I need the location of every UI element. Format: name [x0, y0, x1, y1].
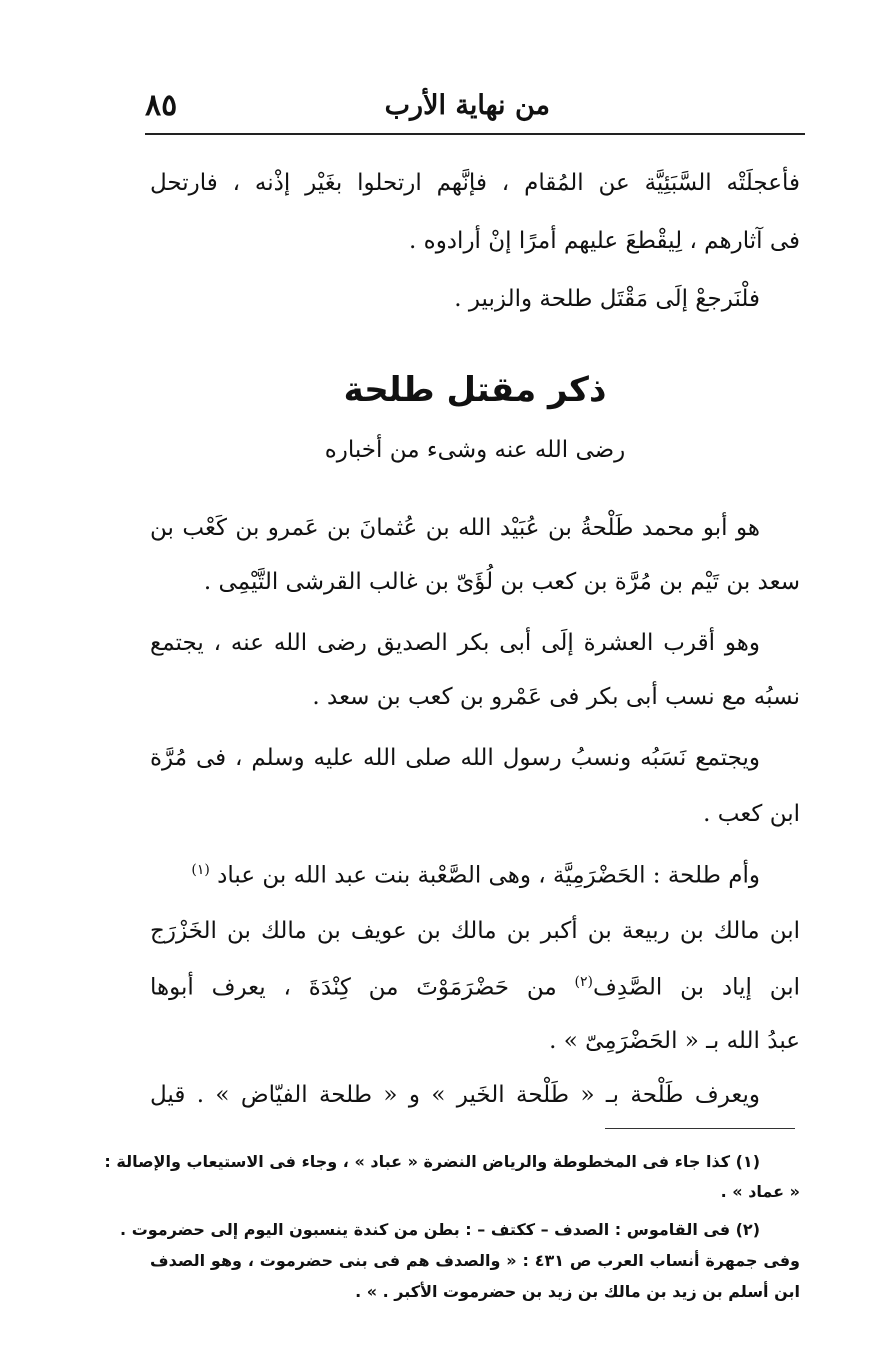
footnote-marker-1[interactable]: (١): [191, 862, 210, 878]
text-line: فى آثارهم ، لِيقْطعَ عليهم أمرًا إنْ أرادوه .: [409, 228, 800, 254]
text-line: ويجتمع نَسَبُه ونسبُ رسول الله صلى الله عليه وسلم ، فى مُرَّة: [150, 745, 760, 771]
text-line: [150, 974, 800, 1001]
footnote-rule: [605, 1128, 795, 1129]
section-subtitle: رضى الله عنه وشىء من أخباره: [324, 437, 626, 463]
text-line: سعد بن تَيْم بن مُرَّة بن كعب بن لُؤَىّ بن غالب القرشى التَّيْمِى .: [203, 569, 800, 595]
line-text: من حَضْرَمَوْتَ من كِنْدَةَ ، يعرف أبوها: [150, 974, 557, 1001]
footnote-marker-2[interactable]: (٢): [574, 974, 593, 990]
text-line: فلْنَرجعْ إلَى مَقْتَل طلحة والزبير .: [454, 286, 760, 312]
page-header: [145, 88, 805, 132]
page-number: ٨٥: [145, 88, 178, 123]
line-text: ابن إياد بن الصَّدِف: [592, 974, 801, 1001]
section-title: ذكر مقتل طلحة: [343, 370, 607, 410]
text-line: فأعجلَتْه السَّبَئِيَّة عن المُقام ، فإنَّهم ارتحلوا بغَيْر إذْنه ، فارتحل: [150, 170, 800, 196]
line-text: وأم طلحة : الحَضْرَمِيَّة ، وهى الصَّعْبة بنت عبد الله بن عباد: [217, 862, 760, 889]
footnote-1-line: (١) كذا جاء فى المخطوطة والرياض النضرة « عباد » ، وجاء فى الاستيعاب والإصالة :: [104, 1152, 760, 1171]
footnote-1-line: « عماد » .: [720, 1182, 800, 1201]
text-line: نسبُه مع نسب أبى بكر فى عَمْرو بن كعب بن سعد .: [312, 684, 800, 710]
header-rule: [145, 133, 805, 135]
text-line: ابن كعب .: [703, 801, 800, 827]
text-line: ويعرف طَلْحة بـ « طَلْحة الخَير » و « طلحة الفيّاض » . قيل: [150, 1082, 760, 1108]
footnote-2-line: وفى جمهرة أنساب العرب ص ٤٣١ : « والصدف هم فى بنى حضرموت ، وهو الصدف: [150, 1251, 801, 1270]
text-line: هو أبو محمد طَلْحةُ بن عُبَيْد الله بن عُثمانَ بن عَمرو بن كَعْب بن: [150, 515, 760, 541]
text-line: ابن مالك بن ربيعة بن أكبر بن مالك بن عويف بن مالك بن الخَزْرَج: [150, 918, 800, 944]
text-line: عبدُ الله بـ « الحَضْرَمِىّ » .: [549, 1028, 800, 1054]
text-line: وهو أقرب العشرة إلَى أبى بكر الصديق رضى الله عنه ، يجتمع: [150, 630, 760, 656]
footnote-2-line: (٢) فى القاموس : الصدف – ككتف – : بطن من كندة ينسبون اليوم إلى حضرموت .: [120, 1220, 760, 1239]
running-title: من نهاية الأرب: [384, 90, 550, 121]
text-line: [150, 862, 760, 889]
footnote-2-line: ابن أسلم بن زيد بن مالك بن زيد بن حضرموت الأكبر . » .: [355, 1282, 800, 1301]
